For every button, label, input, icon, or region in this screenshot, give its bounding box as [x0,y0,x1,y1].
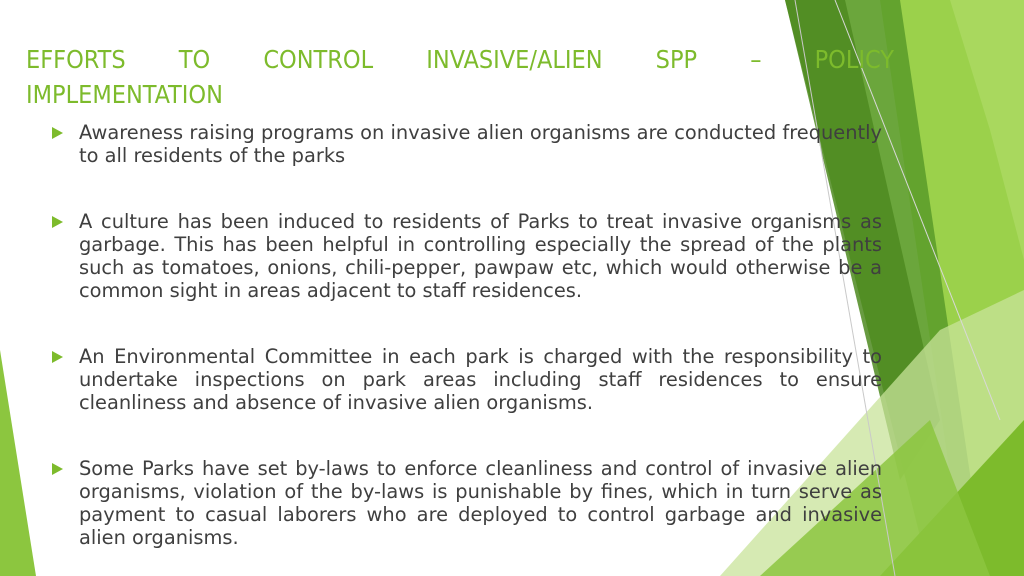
bullet-arrow-icon [52,216,63,228]
bullet-item [50,457,882,549]
slide-title-line-2: IMPLEMENTATION [26,80,223,109]
bullet-text: An Environmental Committee in each park is charged with the responsibility to undertake inspections on park areas including staff residences to ensure cleanliness and absence of invasive alien organisms. [79,345,882,414]
bullet-item [50,345,882,414]
bullet-list [50,121,882,549]
slide-title-line-1: EFFORTS TO CONTROL INVASIVE/ALIEN SPP – POLICY [26,45,894,74]
bullet-item [50,121,882,167]
bullet-arrow-icon [52,127,63,139]
bullet-item [50,210,882,302]
bullet-text: Some Parks have set by-laws to enforce cleanliness and control of invasive alien organisms, violation of the by-laws is punishable by fines, which in turn serve as payment to casual laborers who are deployed to control garbage and invasive alien organisms. [79,457,882,549]
bullet-text: A culture has been induced to residents of Parks to treat invasive organisms as garbage. This has been helpful in controlling especially the spread of the plants such as tomatoes, onions, chili-pepper, pawpaw etc, which would otherwise be a common sight in areas adjacent to staff residences. [79,210,882,302]
left-green-sliver [0,350,36,576]
bullet-arrow-icon [52,463,63,475]
bullet-text: Awareness raising programs on invasive alien organisms are conducted frequently to all residents of the parks [79,121,882,167]
bullet-arrow-icon [52,351,63,363]
slide-title [26,42,894,112]
